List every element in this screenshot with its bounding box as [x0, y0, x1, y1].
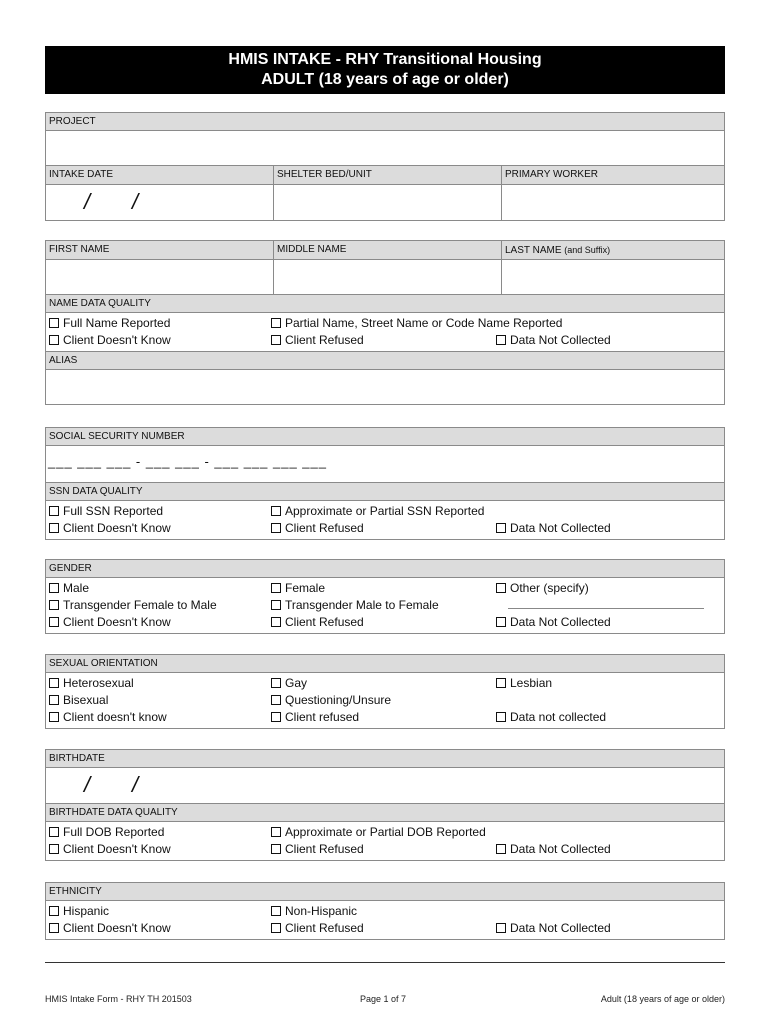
option-label: Data Not Collected: [510, 333, 611, 347]
option-label: Client Refused: [285, 333, 364, 347]
option-label: Data Not Collected: [510, 842, 611, 856]
checkbox[interactable]: [49, 335, 59, 345]
last-name-label: LAST NAME: [505, 245, 562, 256]
middle-name-label: MIDDLE NAME: [274, 241, 502, 259]
ethnicity-section: [45, 882, 725, 940]
checkbox[interactable]: [49, 923, 59, 933]
checkbox[interactable]: [49, 583, 59, 593]
first-name-field[interactable]: [46, 260, 274, 294]
option-label: Client Refused: [285, 521, 364, 535]
gender-other-option[interactable]: [496, 580, 721, 597]
gender-label: GENDER: [46, 560, 724, 578]
dob-not-collected-option[interactable]: [496, 841, 721, 858]
checkbox[interactable]: [271, 923, 281, 933]
ssn-label: SOCIAL SECURITY NUMBER: [46, 428, 724, 446]
ssn-field[interactable]: ___ ___ ___ - ___ ___ - ___ ___ ___ ___: [46, 446, 724, 483]
footer-form-id: HMIS Intake Form - RHY TH 201503: [45, 994, 192, 1004]
specify-line[interactable]: [508, 599, 704, 609]
option-label: Client Doesn't Know: [63, 521, 171, 535]
checkbox[interactable]: [271, 523, 281, 533]
footer-audience: Adult (18 years of age or older): [600, 994, 725, 1004]
ethnicity-label: ETHNICITY: [46, 883, 724, 901]
name-refused-option[interactable]: [271, 332, 496, 349]
option-label: Client Doesn't Know: [63, 333, 171, 347]
option-label: Bisexual: [63, 693, 109, 707]
alias-label: ALIAS: [46, 352, 724, 370]
intake-date-label: INTAKE DATE: [46, 166, 274, 184]
checkbox[interactable]: [271, 678, 281, 688]
option-label: Full SSN Reported: [63, 504, 164, 518]
option-label: Client refused: [285, 710, 360, 724]
orientation-lesbian-option[interactable]: [496, 675, 721, 692]
option-label: Data Not Collected: [510, 615, 611, 629]
option-label: Full DOB Reported: [63, 825, 165, 839]
checkbox[interactable]: [271, 600, 281, 610]
checkbox[interactable]: [271, 712, 281, 722]
orientation-refused-option[interactable]: [271, 709, 496, 726]
footer-page-number: Page 1 of 7: [360, 994, 407, 1004]
name-section: [45, 240, 725, 405]
option-label: Client Doesn't Know: [63, 842, 171, 856]
option-label: Other (specify): [510, 581, 589, 595]
checkbox[interactable]: [49, 318, 59, 328]
first-name-label: FIRST NAME: [46, 241, 274, 259]
checkbox[interactable]: [496, 335, 506, 345]
checkbox[interactable]: [271, 844, 281, 854]
option-label: Male: [63, 581, 90, 595]
checkbox[interactable]: [496, 923, 506, 933]
ethnicity-doesnt-know-option[interactable]: [49, 920, 271, 937]
checkbox[interactable]: [49, 827, 59, 837]
orientation-label: SEXUAL ORIENTATION: [46, 655, 724, 673]
ethnicity-refused-option[interactable]: [271, 920, 496, 937]
option-label: Client Refused: [285, 615, 364, 629]
form-title: [45, 46, 725, 94]
checkbox[interactable]: [271, 827, 281, 837]
checkbox[interactable]: [271, 335, 281, 345]
checkbox[interactable]: [271, 506, 281, 516]
checkbox[interactable]: [49, 695, 59, 705]
checkbox[interactable]: [271, 906, 281, 916]
shelter-bed-label: SHELTER BED/UNIT: [274, 166, 502, 184]
option-label: Client doesn't know: [63, 710, 167, 724]
checkbox[interactable]: [271, 695, 281, 705]
gender-doesnt-know-option[interactable]: [49, 614, 271, 631]
alias-field[interactable]: [46, 370, 724, 404]
date-slash: /: [132, 189, 139, 214]
gender-not-collected-option[interactable]: [496, 614, 721, 631]
option-label: Data not collected: [510, 710, 607, 724]
option-label: Client Doesn't Know: [63, 921, 171, 935]
checkbox[interactable]: [49, 523, 59, 533]
option-label: Client Refused: [285, 921, 364, 935]
name-partial-option[interactable]: [271, 315, 721, 332]
checkbox[interactable]: [496, 712, 506, 722]
dob-doesnt-know-option[interactable]: [49, 841, 271, 858]
option-label: Approximate or Partial SSN Reported: [285, 504, 485, 518]
checkbox[interactable]: [496, 678, 506, 688]
date-slash: /: [132, 772, 139, 797]
gender-female-option[interactable]: [271, 580, 496, 597]
dob-quality-label: BIRTHDATE DATA QUALITY: [46, 804, 724, 822]
checkbox[interactable]: [271, 318, 281, 328]
dob-refused-option[interactable]: [271, 841, 496, 858]
orientation-section: [45, 654, 725, 729]
primary-worker-label: PRIMARY WORKER: [505, 169, 598, 180]
project-field[interactable]: [46, 131, 724, 166]
option-label: Hispanic: [63, 904, 110, 918]
primary-worker-field[interactable]: [502, 185, 724, 220]
checkbox[interactable]: [271, 583, 281, 593]
ethnicity-not-collected-option[interactable]: [496, 920, 721, 937]
birthdate-section: [45, 749, 725, 861]
ssn-partial-option[interactable]: [271, 503, 721, 520]
gender-section: [45, 559, 725, 634]
ssn-refused-option[interactable]: [271, 520, 496, 537]
option-label: Gay: [285, 676, 308, 690]
option-label: Female: [285, 581, 326, 595]
option-label: Data Not Collected: [510, 921, 611, 935]
option-label: Transgender Female to Male: [63, 598, 217, 612]
form-title-line1: HMIS INTAKE - RHY Transitional Housing: [228, 51, 542, 68]
ssn-quality-label: SSN DATA QUALITY: [46, 483, 724, 501]
orientation-bisexual-option[interactable]: [49, 692, 271, 709]
name-full-option[interactable]: [49, 315, 271, 332]
orientation-questioning-option[interactable]: [271, 692, 496, 709]
ethnicity-non-hispanic-option[interactable]: [271, 903, 496, 920]
orientation-hetero-option[interactable]: [49, 675, 271, 692]
checkbox[interactable]: [496, 583, 506, 593]
option-label: Client Doesn't Know: [63, 615, 171, 629]
gender-trans-ftm-option[interactable]: [49, 597, 271, 614]
option-label: Full Name Reported: [63, 316, 171, 330]
name-quality-label: NAME DATA QUALITY: [46, 295, 724, 313]
option-label: Client Refused: [285, 842, 364, 856]
gender-male-option[interactable]: [49, 580, 271, 597]
gender-trans-mtf-option[interactable]: [271, 597, 496, 614]
checkbox[interactable]: [49, 678, 59, 688]
checkbox[interactable]: [496, 844, 506, 854]
checkbox[interactable]: [49, 506, 59, 516]
orientation-not-collected-option[interactable]: [496, 709, 721, 726]
ssn-section: [45, 427, 725, 540]
birthdate-field[interactable]: [46, 768, 724, 804]
date-slash: /: [84, 189, 91, 214]
last-name-field[interactable]: [502, 260, 724, 294]
dob-full-option[interactable]: [49, 824, 271, 841]
checkbox[interactable]: [49, 712, 59, 722]
last-name-suffix: (and Suffix): [564, 245, 611, 255]
checkbox[interactable]: [49, 844, 59, 854]
footer-divider: [45, 962, 725, 963]
option-label: Non-Hispanic: [285, 904, 358, 918]
ssn-not-collected-option[interactable]: [496, 520, 721, 537]
option-label: Data Not Collected: [510, 521, 611, 535]
option-label: Approximate or Partial DOB Reported: [285, 825, 486, 839]
birthdate-label: BIRTHDATE: [46, 750, 724, 768]
name-doesnt-know-option[interactable]: [49, 332, 271, 349]
ssn-doesnt-know-option[interactable]: [49, 520, 271, 537]
shelter-bed-field[interactable]: [274, 185, 502, 220]
checkbox[interactable]: [496, 523, 506, 533]
orientation-doesnt-know-option[interactable]: [49, 709, 271, 726]
checkbox[interactable]: [49, 600, 59, 610]
checkbox[interactable]: [496, 617, 506, 627]
middle-name-field[interactable]: [274, 260, 502, 294]
orientation-gay-option[interactable]: [271, 675, 496, 692]
date-slash: /: [84, 772, 91, 797]
gender-refused-option[interactable]: [271, 614, 496, 631]
project-label: PROJECT: [46, 113, 724, 131]
option-label: Questioning/Unsure: [285, 693, 392, 707]
option-label: Transgender Male to Female: [285, 598, 439, 612]
gender-other-specify-line[interactable]: [496, 597, 721, 614]
option-label: Partial Name, Street Name or Code Name Reported: [285, 316, 563, 330]
project-section: [45, 112, 725, 221]
option-label: Heterosexual: [63, 676, 134, 690]
ethnicity-hispanic-option[interactable]: [49, 903, 271, 920]
checkbox[interactable]: [49, 617, 59, 627]
dob-partial-option[interactable]: [271, 824, 721, 841]
checkbox[interactable]: [49, 906, 59, 916]
name-not-collected-option[interactable]: [496, 332, 721, 349]
form-title-line2: ADULT (18 years of age or older): [261, 71, 509, 88]
checkbox[interactable]: [271, 617, 281, 627]
option-label: Lesbian: [510, 676, 553, 690]
intake-date-field[interactable]: [46, 185, 274, 220]
ssn-full-option[interactable]: [49, 503, 271, 520]
last-name-label-cell: [502, 241, 724, 259]
